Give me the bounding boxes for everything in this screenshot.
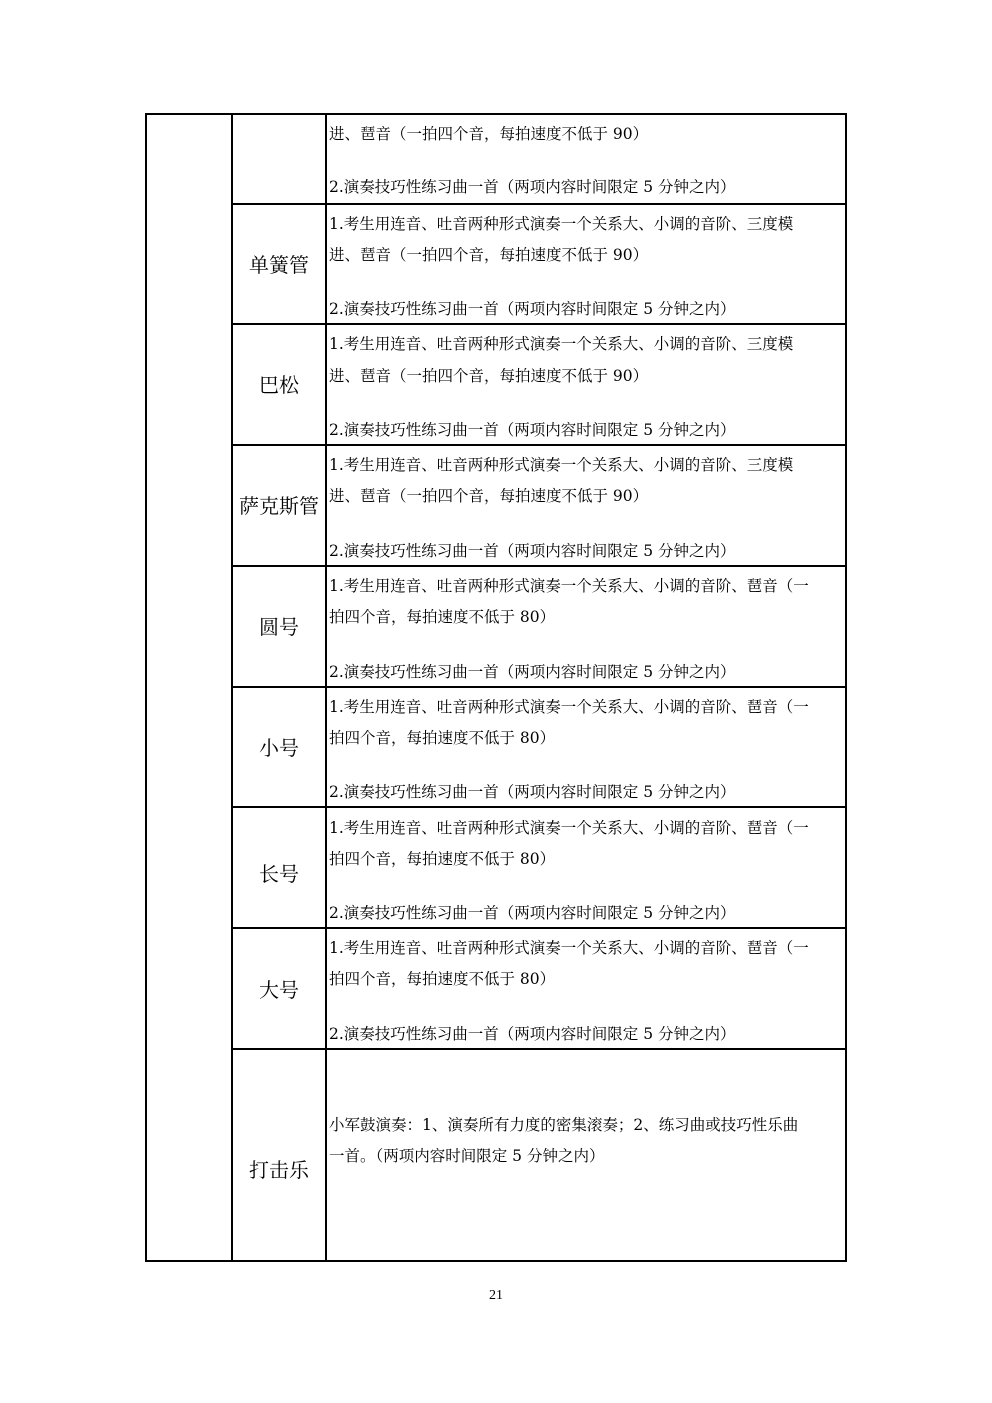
row-divider [231,1048,847,1050]
requirement-line: 1.考生用连音、吐音两种形式演奏一个关系大、小调的音阶、三度模 [329,456,794,474]
row-divider [231,444,847,446]
instrument-name: 单簧管 [249,253,309,277]
row-divider [231,323,847,325]
requirement-line: 2.演奏技巧性练习曲一首（两项内容时间限定 5 分钟之内） [329,300,736,318]
requirement-line: 进、琶音（一拍四个音，每拍速度不低于 90） [329,487,649,505]
requirement-line: 1.考生用连音、吐音两种形式演奏一个关系大、小调的音阶、三度模 [329,215,794,233]
instrument-name: 圆号 [259,615,299,639]
instrument-name: 大号 [259,978,299,1002]
row-divider [231,686,847,688]
row-divider [231,203,847,205]
requirement-line: 小军鼓演奏：1、演奏所有力度的密集滚奏；2、练习曲或技巧性乐曲 [329,1116,799,1134]
requirement-line: 2.演奏技巧性练习曲一首（两项内容时间限定 5 分钟之内） [329,178,736,196]
requirement-line: 拍四个音，每拍速度不低于 80） [329,850,556,868]
requirement-line: 2.演奏技巧性练习曲一首（两项内容时间限定 5 分钟之内） [329,421,736,439]
instrument-name: 打击乐 [249,1158,309,1182]
row-divider [231,927,847,929]
row-divider [231,565,847,567]
page-number: 21 [489,1288,503,1303]
requirement-line: 拍四个音，每拍速度不低于 80） [329,729,556,747]
requirement-line: 进、琶音（一拍四个音，每拍速度不低于 90） [329,246,649,264]
requirement-line: 2.演奏技巧性练习曲一首（两项内容时间限定 5 分钟之内） [329,783,736,801]
requirement-line: 拍四个音，每拍速度不低于 80） [329,970,556,988]
instrument-name: 萨克斯管 [239,494,319,518]
requirement-line: 一首。（两项内容时间限定 5 分钟之内） [329,1147,605,1165]
row-divider [231,806,847,808]
requirement-line: 1.考生用连音、吐音两种形式演奏一个关系大、小调的音阶、琶音（一 [329,819,809,837]
instrument-name: 小号 [259,736,299,760]
requirement-line: 2.演奏技巧性练习曲一首（两项内容时间限定 5 分钟之内） [329,904,736,922]
requirement-line: 1.考生用连音、吐音两种形式演奏一个关系大、小调的音阶、琶音（一 [329,698,809,716]
requirement-line: 2.演奏技巧性练习曲一首（两项内容时间限定 5 分钟之内） [329,663,736,681]
requirement-line: 1.考生用连音、吐音两种形式演奏一个关系大、小调的音阶、琶音（一 [329,577,809,595]
requirement-line: 进、琶音（一拍四个音，每拍速度不低于 90） [329,125,649,143]
requirement-line: 拍四个音，每拍速度不低于 80） [329,608,556,626]
requirement-line: 1.考生用连音、吐音两种形式演奏一个关系大、小调的音阶、三度模 [329,335,794,353]
requirement-line: 1.考生用连音、吐音两种形式演奏一个关系大、小调的音阶、琶音（一 [329,939,809,957]
requirement-line: 进、琶音（一拍四个音，每拍速度不低于 90） [329,367,649,385]
instrument-name: 长号 [259,862,299,886]
requirement-line: 2.演奏技巧性练习曲一首（两项内容时间限定 5 分钟之内） [329,542,736,560]
requirement-line: 2.演奏技巧性练习曲一首（两项内容时间限定 5 分钟之内） [329,1025,736,1043]
instrument-name: 巴松 [259,373,299,397]
